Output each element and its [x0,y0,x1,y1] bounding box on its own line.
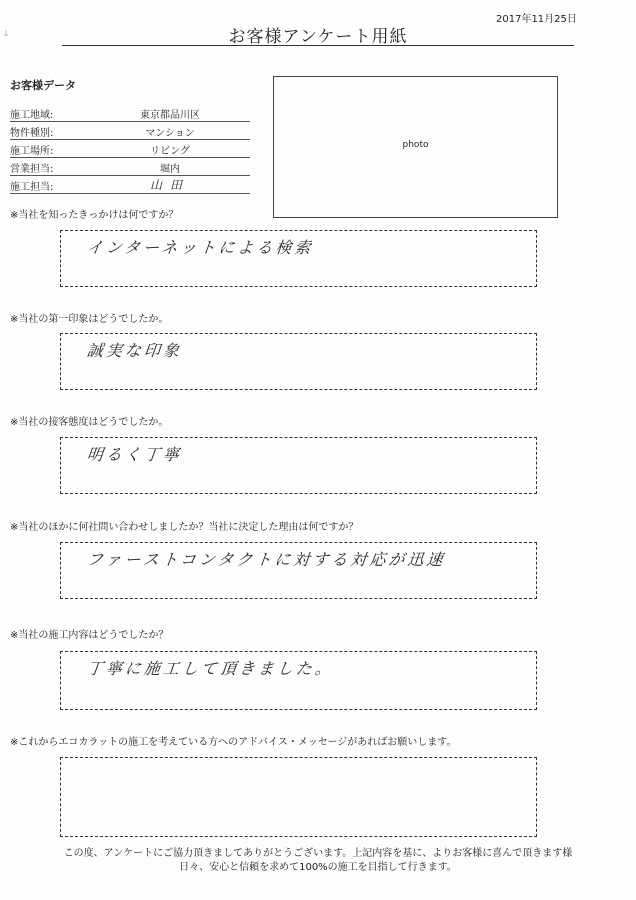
closing-line-1: この度、アンケートにご協力頂きましてありがとうございます。上記内容を基に、よりお客様に喜んで頂きます様 [63,848,573,859]
info-value: 堀内 [160,164,180,175]
info-row-property-type [10,122,250,140]
closing-line-2: 日々、安心と信頼を求めて100%の施工を目指して行きます。 [179,862,457,873]
answer-box-3 [60,437,537,494]
title-underline [62,45,574,46]
question-6: ※これからエコカラットの施工を考えている方へのアドバイス・メッセージがあればお願いします。 [10,737,457,748]
info-row-installer [10,176,250,194]
info-value: 東京都品川区 [140,110,200,121]
answer-box-4 [60,542,537,599]
question-1: ※当社を知ったきっかけは何ですか？ [10,210,179,221]
scan-mark-icon: ﾑ [4,29,8,38]
info-label: 施工場所: [10,146,54,157]
answer-box-2 [60,333,537,390]
info-row-sales-rep [10,158,250,176]
customer-data-heading: お客様データ [10,79,76,92]
page-title: お客様アンケート用紙 [228,27,408,47]
info-label: 営業担当: [10,164,54,175]
survey-date: 2017年11月25日 [496,14,577,25]
info-label: 物件種別: [10,128,54,139]
question-2: ※当社の第一印象はどうでしたか。 [10,314,169,325]
answer-4-handwritten: ファーストコンタクトに対する対応が迅速 [85,550,447,569]
question-5: ※当社の施工内容はどうでしたか？ [10,630,169,641]
question-3: ※当社の接客態度はどうでしたか。 [10,417,169,428]
answer-box-1 [60,230,537,287]
answer-3-handwritten: 明るく丁寧 [85,445,183,464]
answer-box-5 [60,651,537,710]
answer-1-handwritten: インターネットによる検索 [85,238,315,257]
answer-box-6 [60,757,537,837]
info-row-area [10,104,250,122]
info-label: 施工担当: [10,182,54,193]
closing-message [0,847,636,875]
answer-5-handwritten: 丁寧に施工して頂きました。 [85,659,335,678]
info-value: リビング [150,146,190,157]
info-value-handwritten: 山田 [149,178,190,192]
info-value: マンション [145,128,195,139]
answer-2-handwritten: 誠実な印象 [85,341,183,360]
question-4: ※当社のほかに何社問い合わせしましたか？当社に決定した理由は何ですか？ [10,522,359,533]
info-label: 施工地域: [10,110,54,121]
photo-label: photo [402,140,429,150]
info-row-location [10,140,250,158]
